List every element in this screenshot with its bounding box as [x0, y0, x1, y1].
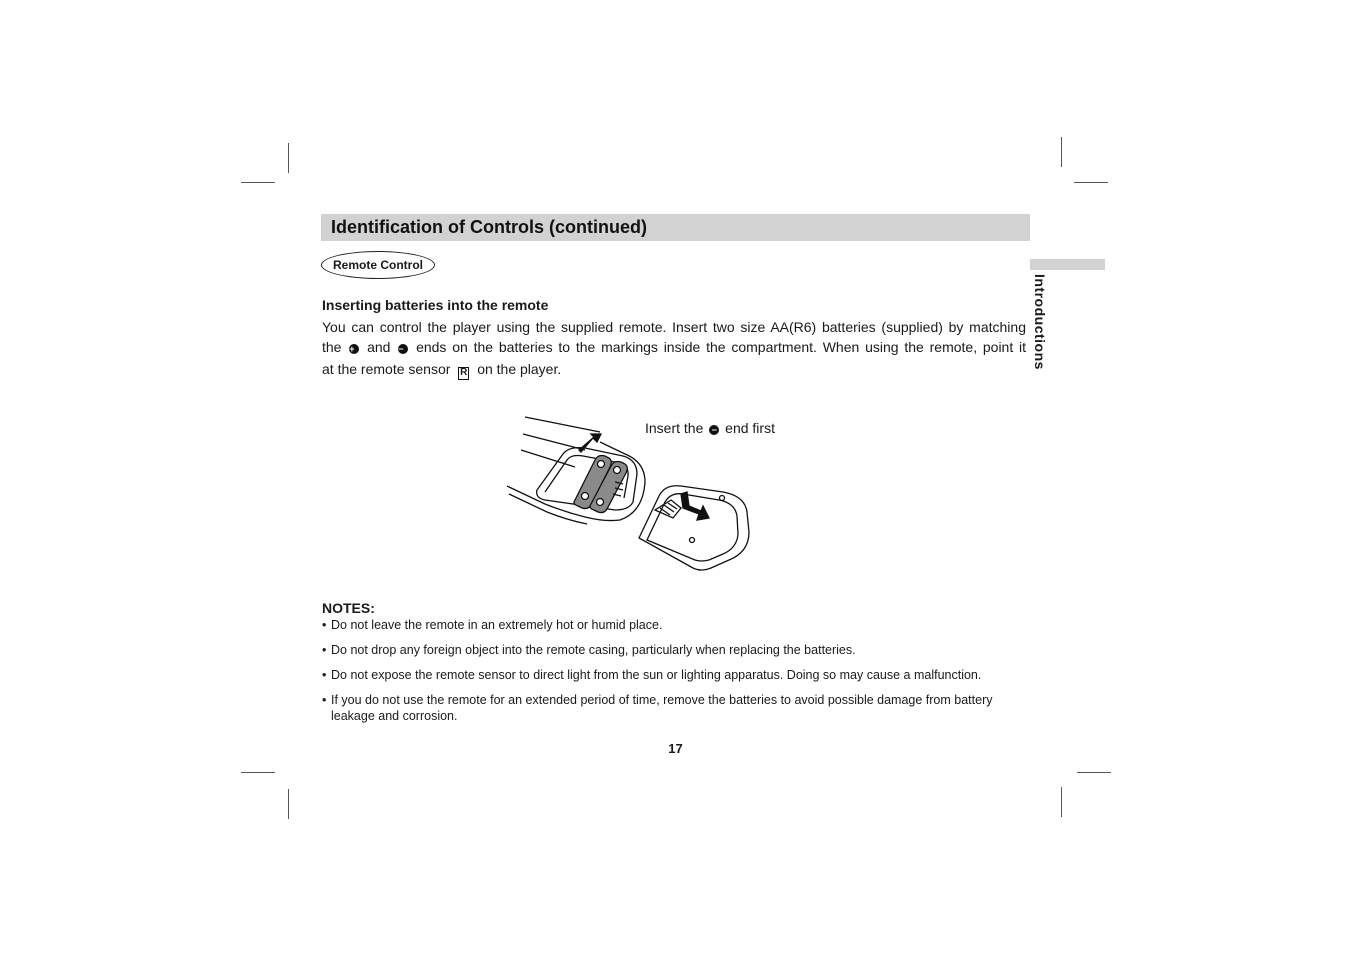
- paragraph-line: [322, 359, 1026, 380]
- paragraph-line: [322, 337, 1026, 357]
- section-title: Identification of Controls (continued): [331, 217, 647, 237]
- paragraph-text: the: [322, 339, 342, 355]
- crop-mark: [241, 772, 275, 773]
- caption-text: end first: [725, 420, 775, 436]
- crop-mark: [1061, 787, 1062, 817]
- crop-mark: [1061, 137, 1062, 167]
- note-item: • If you do not use the remote for an extended period of time, remove the batteries to avoid possible damage from battery leakage and corrosion.: [322, 693, 993, 723]
- subheading: Inserting batteries into the remote: [322, 297, 549, 313]
- notes-list: [322, 617, 1026, 733]
- minus-circle-icon: −: [398, 344, 408, 354]
- crop-mark: [288, 789, 289, 819]
- caption-text: Insert the: [645, 420, 704, 436]
- notes-title: NOTES:: [322, 600, 375, 616]
- crop-mark: [288, 143, 289, 173]
- plus-circle-icon: +: [349, 344, 359, 354]
- paragraph-text: ends on the batteries to the markings inside the compartment. When using the remote, point it: [416, 339, 1027, 355]
- paragraph-text: on the player.: [477, 361, 562, 377]
- note-item: • Do not expose the remote sensor to direct light from the sun or lighting apparatus. Doing so may cause a malfunction.: [322, 668, 982, 682]
- minus-circle-icon: −: [709, 425, 719, 435]
- note-text: Do not drop any foreign object into the remote casing, particularly when replacing the batteries.: [331, 643, 856, 657]
- paragraph-text: at the remote sensor: [322, 361, 451, 377]
- note-text: If you do not use the remote for an extended period of time, remove the batteries to avoid possible damage from battery leakage and corrosion.: [331, 693, 993, 723]
- crop-mark: [1077, 772, 1111, 773]
- paragraph-text: and: [367, 339, 391, 355]
- remote-control-badge: Remote Control: [321, 251, 435, 279]
- battery-insertion-illustration: [505, 412, 755, 577]
- note-item: • Do not leave the remote in an extremely hot or humid place.: [322, 618, 663, 632]
- note-item: • Do not drop any foreign object into the remote casing, particularly when replacing the batteries.: [322, 643, 856, 657]
- crop-mark: [241, 182, 275, 183]
- section-title-bar: [321, 214, 1030, 241]
- page-number: 17: [668, 741, 683, 756]
- remote-sensor-icon: R: [460, 367, 468, 378]
- crop-mark: [1074, 182, 1108, 183]
- note-text: Do not expose the remote sensor to direct light from the sun or lighting apparatus. Doing so may cause a malfunction.: [331, 668, 982, 682]
- illustration-caption: [645, 420, 775, 436]
- side-tab-label: Introductions: [1032, 274, 1048, 370]
- paragraph-line: You can control the player using the supplied remote. Insert two size AA(R6) batteries (supplied) by matching: [322, 319, 1026, 335]
- instructions-paragraph: [322, 317, 1026, 380]
- note-text: Do not leave the remote in an extremely hot or humid place.: [331, 618, 663, 632]
- side-tab-bar: [1030, 259, 1105, 270]
